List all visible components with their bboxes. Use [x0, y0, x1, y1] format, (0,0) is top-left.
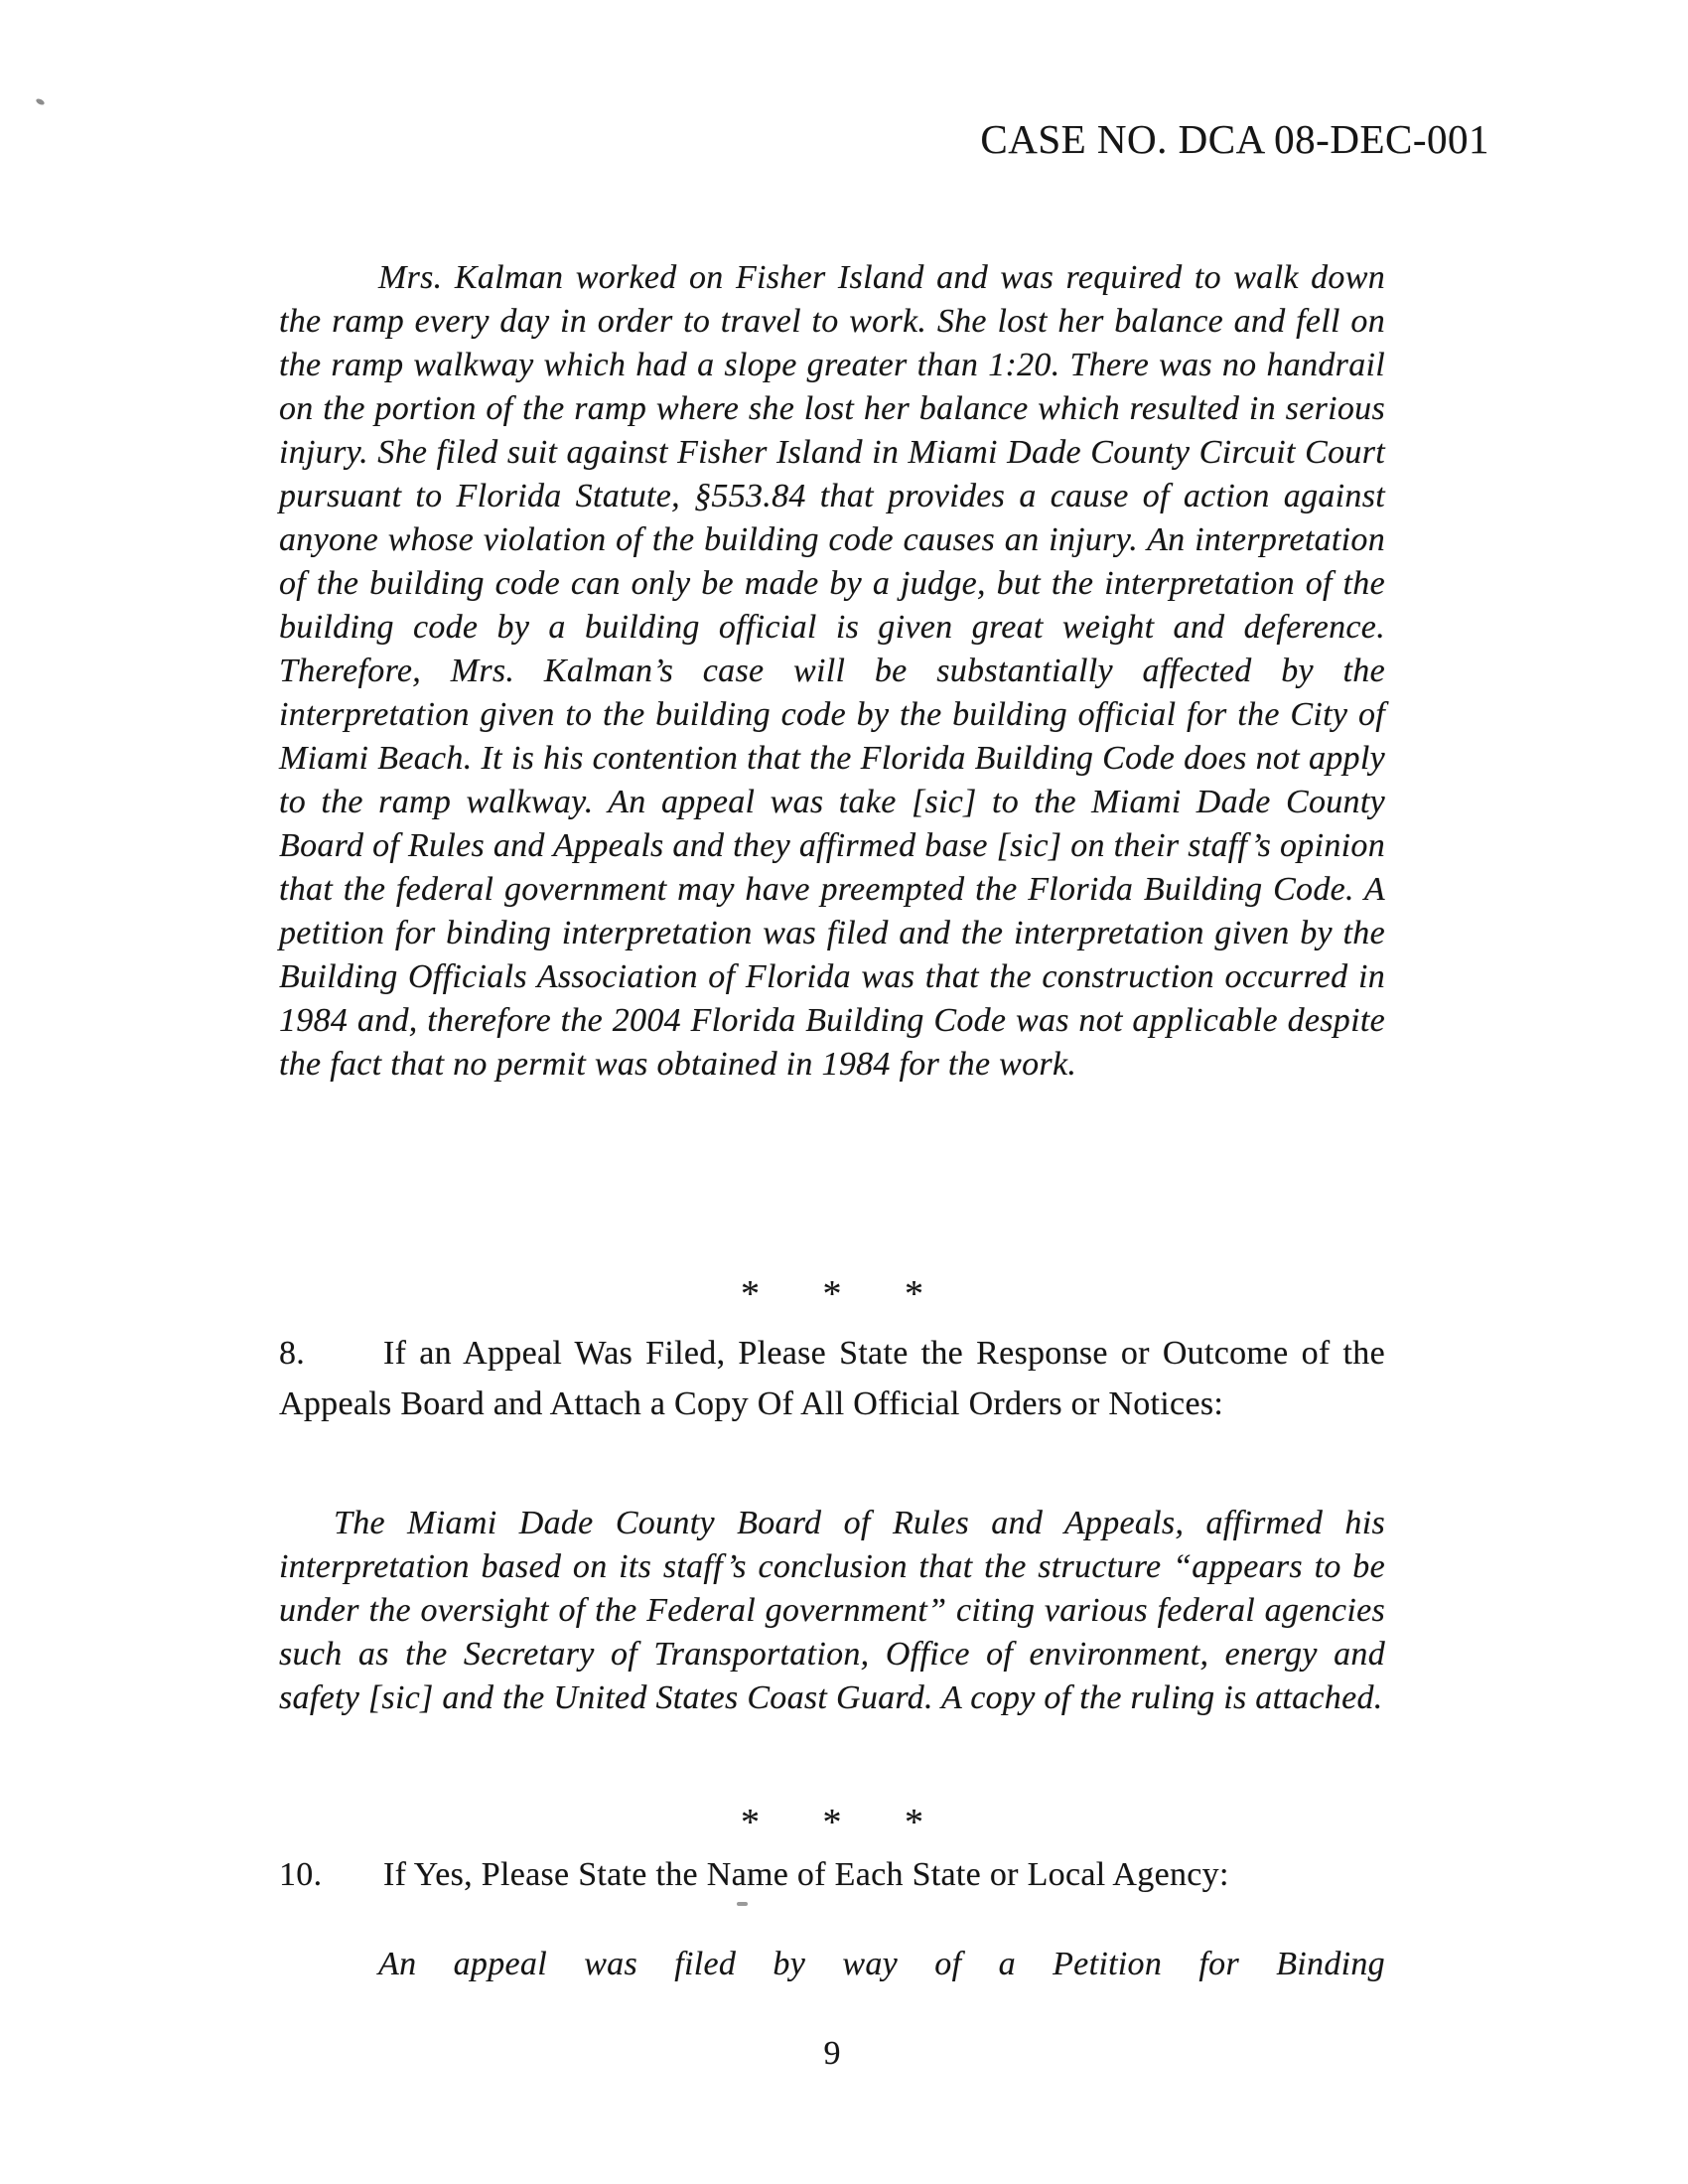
section-8-answer: The Miami Dade County Board of Rules and Appeals, affirmed his interpretation based on its staff’s conclusion that the structure “appears to be under the oversight of the Federal government” citing various federal agencies such as the Secretary of Transportation, Office of environment, energy and safety [sic] and the United States Coast Guard. A copy of the ruling is attached.: [279, 1505, 1385, 1716]
asterisk-separator: * * *: [741, 1273, 923, 1315]
case-number: CASE NO. DCA 08-DEC-001: [980, 116, 1489, 162]
section-10-heading: [279, 1849, 1385, 1900]
asterisk-separator: * * *: [741, 1802, 923, 1843]
narrative-paragraph: Mrs. Kalman worked on Fisher Island and was required to walk down the ramp every day in order to travel to work. She lost her balance and fell on the ramp walkway which had a slope greater than 1:20. There was no handrail on the portion of the ramp where she lost her balance which resulted in serious injury. She filed suit against Fisher Island in Miami Dade County Circuit Court pursuant to Florida Statute, §553.84 that provides a cause of action against anyone whose violation of the building code causes an injury. An interpretation of the building code can only be made by a judge, but the interpretation of the building code by a building official is given great weight and deference. Therefore, Mrs. Kalman’s case will be substantially affected by the interpretation given to the building code by the building official for the City of Miami Beach. It is his contention that the Florida Building Code does not apply to the ramp walkway. An appeal was take [sic] to the Miami Dade County Board of Rules and Appeals and they affirmed base [sic] on their staff’s opinion that the federal government may have preempted the Florida Building Code. A petition for binding interpretation was filed and the interpretation given by the Building Officials Association of Florida was that the construction occurred in 1984 and, therefore the 2004 Florida Building Code was not applicable despite the fact that no permit was obtained in 1984 for the work.: [279, 259, 1385, 1083]
section-8-number: 8.: [279, 1335, 306, 1372]
section-8-heading: [279, 1328, 1385, 1429]
section-10-heading-text: If Yes, Please State the Name of Each State or Local Agency:: [383, 1856, 1229, 1893]
section-8-heading-text: If an Appeal Was Filed, Please State the Response or Outcome of the Appeals Board and Attach a Copy Of All Official Orders or Notices:: [279, 1335, 1385, 1422]
section-10-answer: An appeal was filed by way of a Petition for Binding: [378, 1946, 1385, 1982]
page-number: 9: [823, 2035, 841, 2072]
scan-artifact: [737, 1902, 748, 1906]
section-10-number: 10.: [279, 1856, 323, 1893]
scan-artifact: [35, 97, 45, 106]
